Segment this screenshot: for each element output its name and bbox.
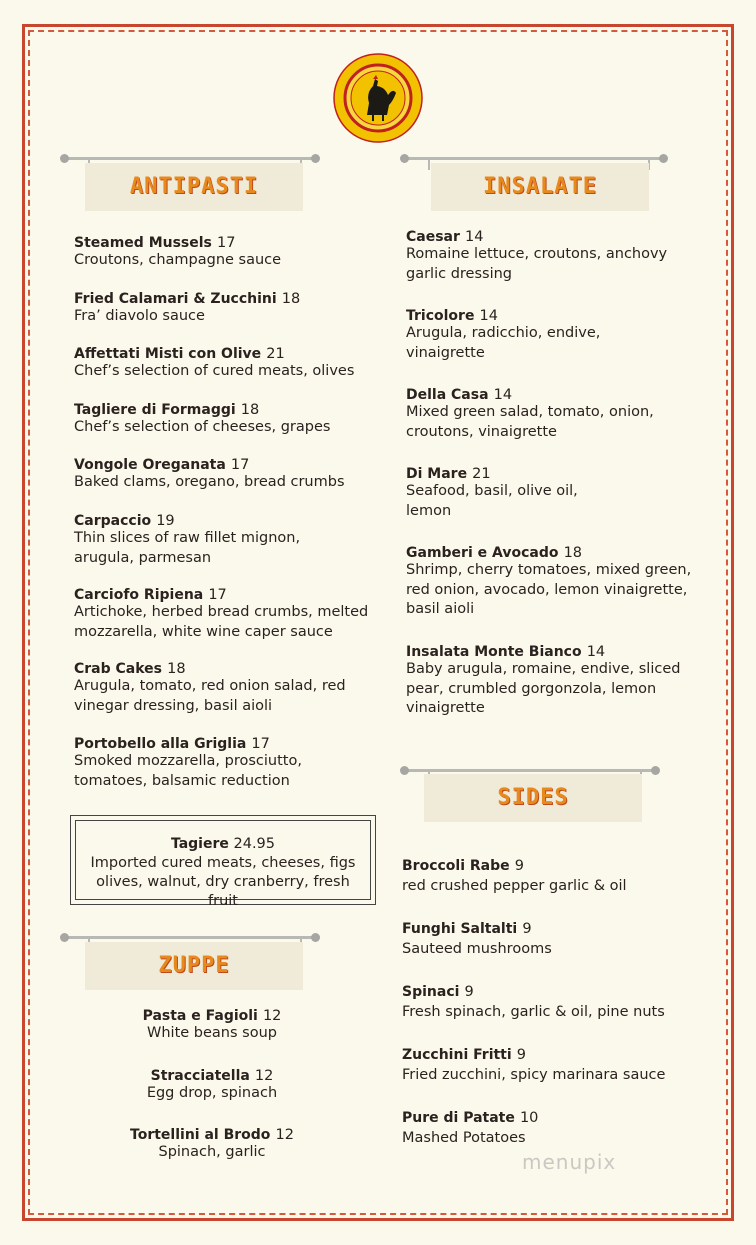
item-name: Gamberi e Avocado (406, 545, 559, 561)
menu-item (402, 1043, 712, 1086)
item-price: 12 (275, 1127, 294, 1143)
tagiere-box (70, 815, 376, 909)
menu-item (402, 917, 712, 960)
item-name: Steamed Mussels (74, 235, 212, 251)
menu-item (74, 733, 334, 791)
item-description: Thin slices of raw fillet mignon, arugula, parmesan (74, 530, 301, 566)
menu-item (74, 343, 374, 382)
item-description: Artichoke, herbed bread crumbs, melted mozzarella, white wine caper sauce (74, 604, 369, 640)
item-name: Tricolore (406, 308, 475, 324)
item-description: Fra’ diavolo sauce (74, 308, 205, 324)
item-description: Fried zucchini, spicy marinara sauce (402, 1067, 666, 1083)
item-description: Chef’s selection of cheeses, grapes (74, 419, 331, 435)
menu-item (74, 454, 374, 493)
menu-item (74, 584, 374, 642)
menu-item (74, 399, 374, 438)
item-name: Broccoli Rabe (402, 858, 510, 874)
item-description: Baked clams, oregano, bread crumbs (74, 474, 345, 490)
menupix-watermark: menupix (522, 1150, 617, 1174)
menu-item (402, 854, 712, 897)
item-name: Carpaccio (74, 513, 152, 529)
item-name: Affettati Misti con Olive (74, 346, 262, 362)
item-description: Chef’s selection of cured meats, olives (74, 363, 355, 379)
item-name: Zucchini Fritti (402, 1047, 512, 1063)
item-price: 9 (514, 858, 524, 874)
item-description: Arugula, radicchio, endive, vinaigrette (406, 325, 601, 361)
heading-antipasti: ANTIPASTI (85, 163, 303, 211)
item-description: Imported cured meats, cheeses, figs olives, walnut, dry cranberry, fresh fruit (90, 855, 356, 909)
item-name: Caesar (406, 229, 460, 245)
item-price: 21 (266, 346, 285, 362)
menu-item (406, 641, 696, 719)
item-name: Vongole Oreganata (74, 457, 226, 473)
item-price: 18 (240, 402, 260, 418)
item-price: 17 (251, 736, 270, 752)
item-name: Pure di Patate (402, 1110, 515, 1126)
item-price: 24.95 (233, 836, 276, 852)
item-description: Shrimp, cherry tomatoes, mixed green, red onion, avocado, lemon vinaigrette, basil aioli (406, 562, 692, 617)
item-description: Mixed green salad, tomato, onion, croutons, vinaigrette (406, 404, 654, 440)
item-price: 14 (479, 308, 498, 324)
item-name: Tortellini al Brodo (130, 1127, 271, 1143)
item-name: Crab Cakes (74, 661, 163, 677)
item-description: Mashed Potatoes (402, 1130, 526, 1146)
menu-item (74, 1124, 350, 1163)
item-description: Romaine lettuce, croutons, anchovy garlic dressing (406, 246, 668, 282)
menu-item (402, 1106, 712, 1149)
item-price: 12 (254, 1068, 274, 1084)
item-name: Funghi Saltalti (402, 921, 518, 937)
menu-item (406, 226, 696, 284)
item-price: 17 (230, 457, 250, 473)
item-price: 21 (472, 466, 491, 482)
item-description: red crushed pepper garlic & oil (402, 878, 627, 894)
item-description: Arugula, tomato, red onion salad, red vinegar dressing, basil aioli (74, 678, 346, 714)
item-description: White beans soup (147, 1025, 277, 1041)
menu-item (406, 542, 706, 620)
item-description: Baby arugula, romaine, endive, sliced pear, crumbled gorgonzola, lemon vinaigrette (406, 661, 681, 716)
item-name: Fried Calamari & Zucchini (74, 291, 277, 307)
item-price: 14 (586, 644, 606, 660)
item-price: 18 (281, 291, 301, 307)
item-name: Insalata Monte Bianco (406, 644, 582, 660)
item-price: 17 (208, 587, 227, 603)
item-name: Pasta e Fagioli (142, 1008, 258, 1024)
item-name: Stracciatella (150, 1068, 250, 1084)
item-description: Egg drop, spinach (146, 1085, 278, 1101)
item-name: Di Mare (406, 466, 468, 482)
menu-item (402, 980, 712, 1023)
item-name: Carciofo Ripiena (74, 587, 204, 603)
item-price: 12 (262, 1008, 282, 1024)
item-price: 18 (167, 661, 186, 677)
menu-item (74, 658, 364, 716)
item-description: Sauteed mushrooms (402, 941, 552, 957)
item-name: Portobello alla Griglia (74, 736, 247, 752)
item-price: 9 (464, 984, 474, 1000)
item-name: Tagiere (170, 836, 229, 852)
heading-zuppe: ZUPPE (85, 942, 303, 990)
heading-sides: SIDES (424, 774, 642, 822)
menu-item (74, 1065, 350, 1104)
item-description: Spinach, garlic (158, 1144, 266, 1160)
menu-item (406, 463, 606, 521)
menu-item (74, 288, 300, 327)
item-description: Croutons, champagne sauce (74, 252, 282, 268)
item-price: 10 (519, 1110, 539, 1126)
menu-item (74, 1005, 350, 1044)
menu-item (74, 232, 281, 271)
item-description: Fresh spinach, garlic & oil, pine nuts (402, 1004, 665, 1020)
menu-item (406, 384, 696, 442)
heading-insalate: INSALATE (431, 163, 649, 211)
item-description: Smoked mozzarella, prosciutto, tomatoes, balsamic reduction (74, 753, 302, 789)
item-price: 14 (465, 229, 484, 245)
item-price: 19 (156, 513, 175, 529)
item-price: 14 (493, 387, 513, 403)
item-name: Tagliere di Formaggi (74, 402, 236, 418)
menu-item (406, 305, 646, 363)
item-price: 9 (522, 921, 532, 937)
menu-item (74, 510, 364, 568)
item-description: Seafood, basil, olive oil, lemon (406, 483, 578, 519)
item-price: 18 (563, 545, 583, 561)
item-name: Spinaci (402, 984, 460, 1000)
item-price: 17 (216, 235, 236, 251)
item-price: 9 (516, 1047, 527, 1063)
item-name: Della Casa (406, 387, 489, 403)
gallo-nero-logo (333, 53, 423, 143)
